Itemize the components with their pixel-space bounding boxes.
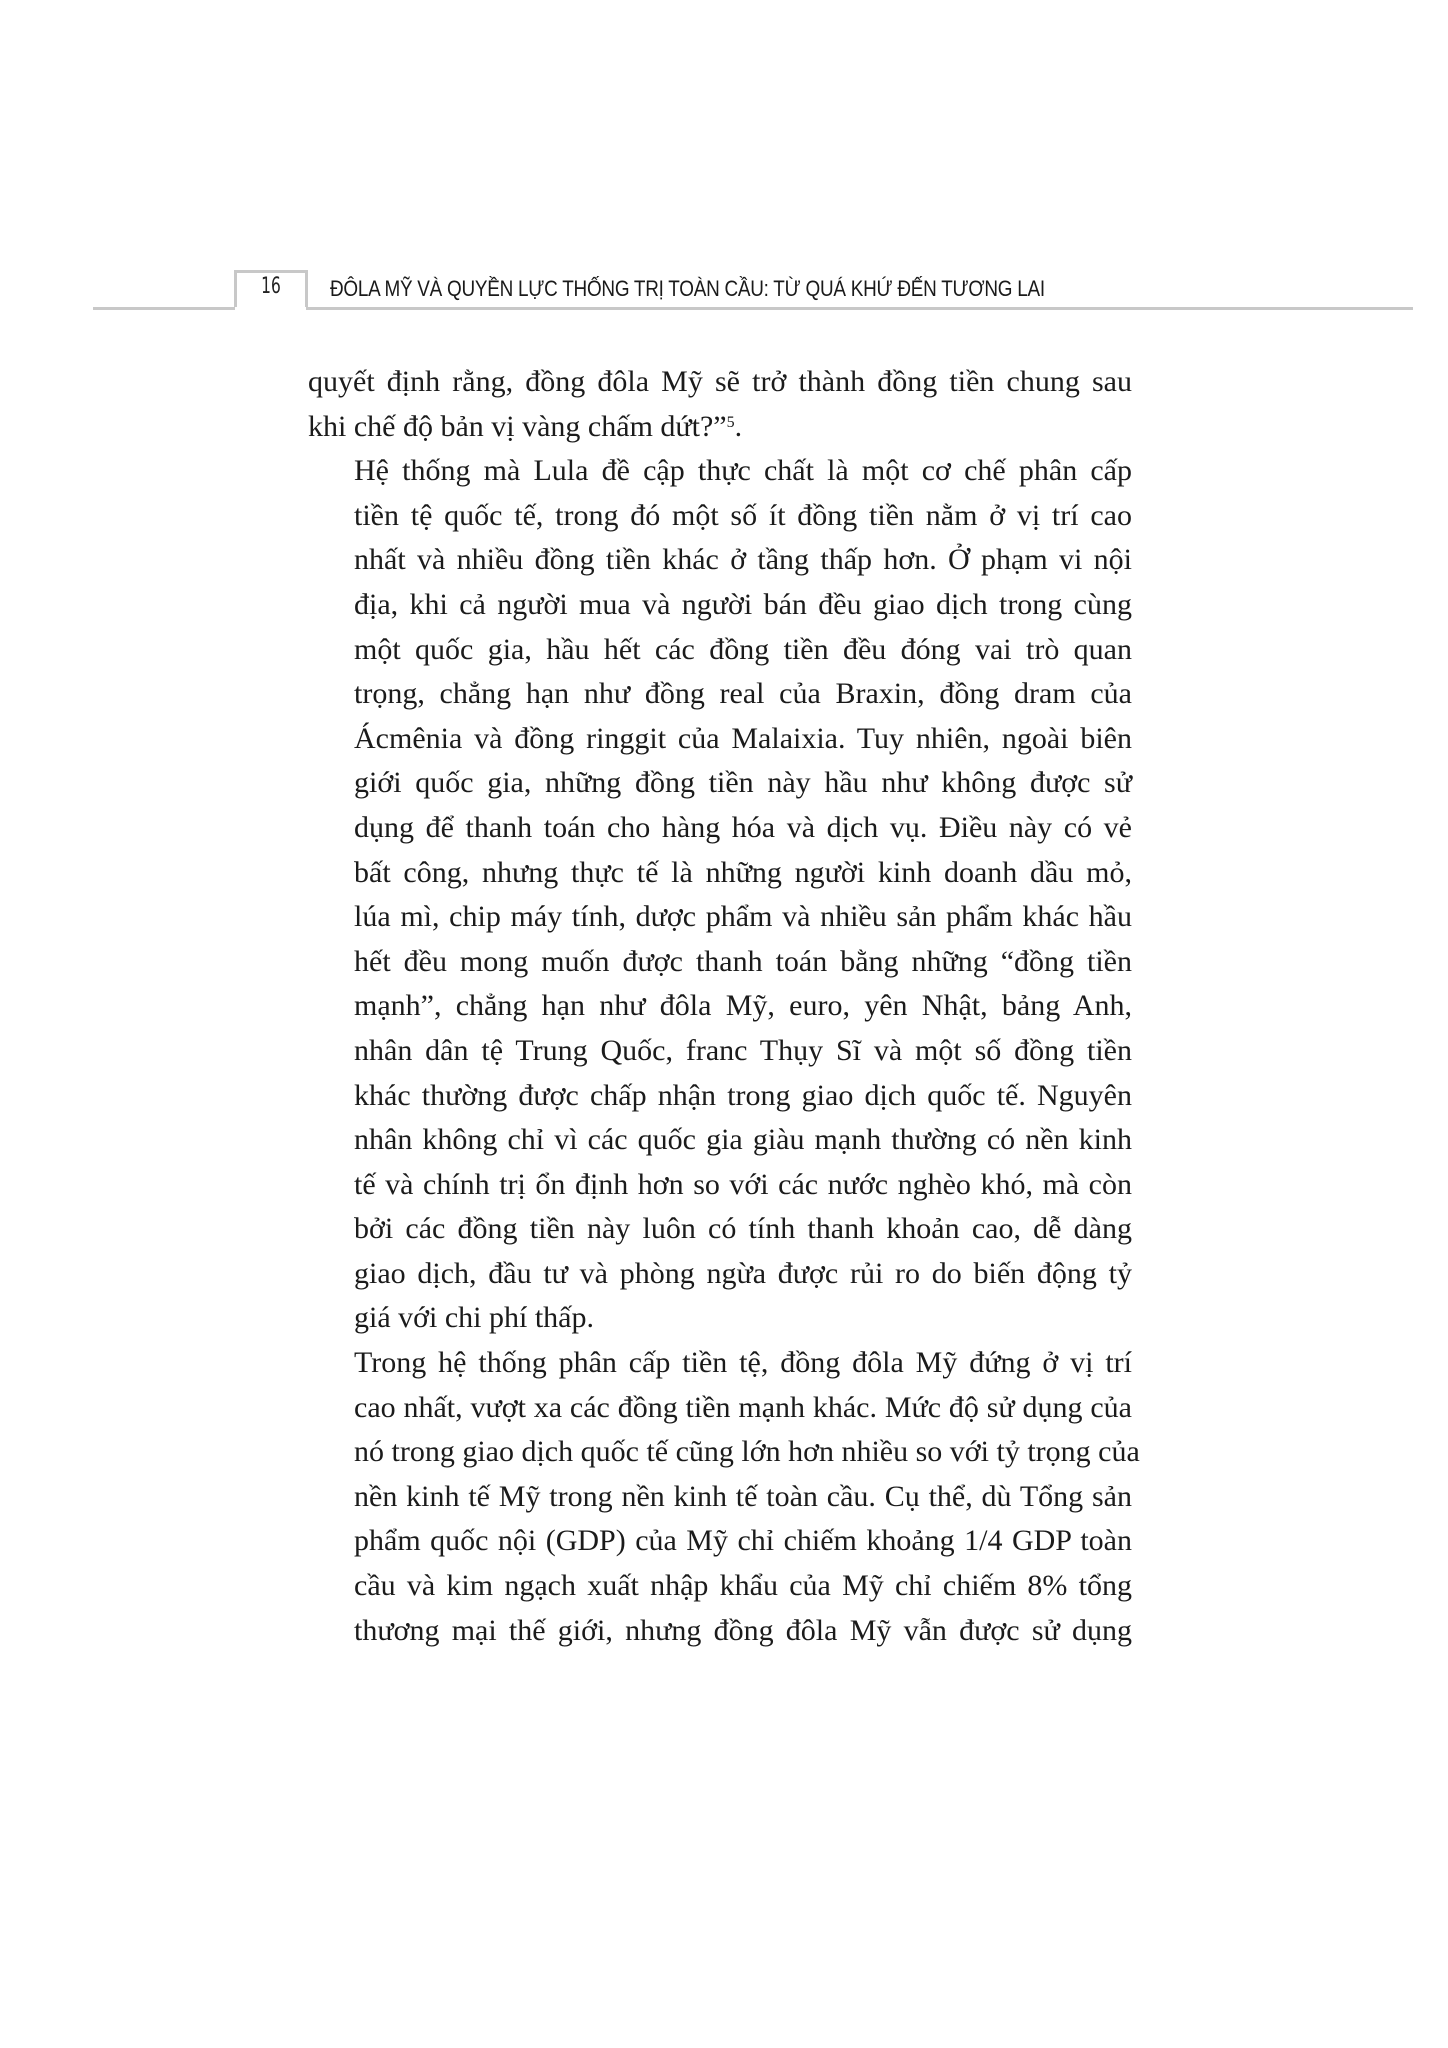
text-line: giao dịch, đầu tư và phòng ngừa được rủi ro do biến động tỷ <box>354 1256 1132 1290</box>
text-line: cầu và kim ngạch xuất nhập khẩu của Mỹ chỉ chiếm 8% tổng <box>354 1569 1132 1603</box>
text-line: Trong hệ thống phân cấp tiền tệ, đồng đôla Mỹ đứng ở vị trí <box>354 1346 1132 1380</box>
page-header <box>0 0 1448 320</box>
text-line: địa, khi cả người mua và người bán đều giao dịch trong cùng <box>354 587 1132 621</box>
text-line: Hệ thống mà Lula đề cập thực chất là một cơ chế phân cấp <box>354 454 1132 488</box>
text-line: hết đều mong muốn được thanh toán bằng những “đồng tiền <box>354 944 1132 978</box>
text-line: nó trong giao dịch quốc tế cũng lớn hơn nhiều so với tỷ trọng của <box>354 1435 1140 1469</box>
text-line: khác thường được chấp nhận trong giao dịch quốc tế. Nguyên <box>354 1078 1132 1112</box>
text-line: nhất và nhiều đồng tiền khác ở tầng thấp hơn. Ở phạm vi nội <box>354 543 1132 577</box>
text-line: thương mại thế giới, nhưng đồng đôla Mỹ vẫn được sử dụng <box>354 1613 1132 1647</box>
paragraph-2 <box>308 449 1132 1341</box>
header-rule-right <box>306 307 1413 310</box>
text-line: dụng để thanh toán cho hàng hóa và dịch vụ. Điều này có vẻ <box>354 810 1132 844</box>
text-line: mạnh”, chẳng hạn như đôla Mỹ, euro, yên Nhật, bảng Anh, <box>354 989 1132 1023</box>
page-number: 16 <box>261 274 281 299</box>
body-text <box>308 360 1140 1653</box>
text-line: nhân không chỉ vì các quốc gia giàu mạnh thường có nền kinh <box>354 1123 1132 1157</box>
paragraph-1 <box>308 360 1132 449</box>
text-line: nền kinh tế Mỹ trong nền kinh tế toàn cầu. Cụ thể, dù Tổng sản <box>354 1479 1132 1513</box>
text-line: trọng, chẳng hạn như đồng real của Braxin, đồng dram của <box>354 677 1132 711</box>
text-line: nhân dân tệ Trung Quốc, franc Thụy Sĩ và một số đồng tiền <box>354 1033 1132 1067</box>
text-line: bất công, nhưng thực tế là những người kinh doanh dầu mỏ, <box>354 855 1132 889</box>
text-line: một quốc gia, hầu hết các đồng tiền đều đóng vai trò quan <box>354 632 1132 666</box>
text-line: phẩm quốc nội (GDP) của Mỹ chỉ chiếm khoảng 1/4 GDP toàn <box>354 1524 1132 1558</box>
text-line: giới quốc gia, những đồng tiền này hầu như không được sử <box>354 766 1132 800</box>
text-line: tế và chính trị ổn định hơn so với các nước nghèo khó, mà còn <box>354 1167 1132 1201</box>
text-line: khi chế độ bản vị vàng chấm dứt?”$^5$. <box>308 409 743 443</box>
paragraph-3 <box>308 1341 1140 1653</box>
text-line: quyết định rằng, đồng đôla Mỹ sẽ trở thành đồng tiền chung sau <box>308 365 1132 398</box>
running-title: ĐÔLA MỸ VÀ QUYỀN LỰC THỐNG TRỊ TOÀN CẦU: TỪ QUÁ KHỨ ĐẾN TƯƠNG LAI <box>330 276 1045 301</box>
text-line: Ácmênia và đồng ringgit của Malaixia. Tuy nhiên, ngoài biên <box>354 721 1132 755</box>
text-line: lúa mì, chip máy tính, dược phẩm và nhiều sản phẩm khác hầu <box>354 900 1132 934</box>
text-line: bởi các đồng tiền này luôn có tính thanh khoản cao, dễ dàng <box>354 1212 1132 1246</box>
text-line: cao nhất, vượt xa các đồng tiền mạnh khác. Mức độ sử dụng của <box>354 1390 1132 1424</box>
text-line: tiền tệ quốc tế, trong đó một số ít đồng tiền nằm ở vị trí cao <box>354 498 1132 532</box>
footnote-ref[interactable]: 5 <box>726 413 735 431</box>
text-line: giá với chi phí thấp. <box>354 1301 594 1335</box>
header-rule-left <box>93 307 235 310</box>
